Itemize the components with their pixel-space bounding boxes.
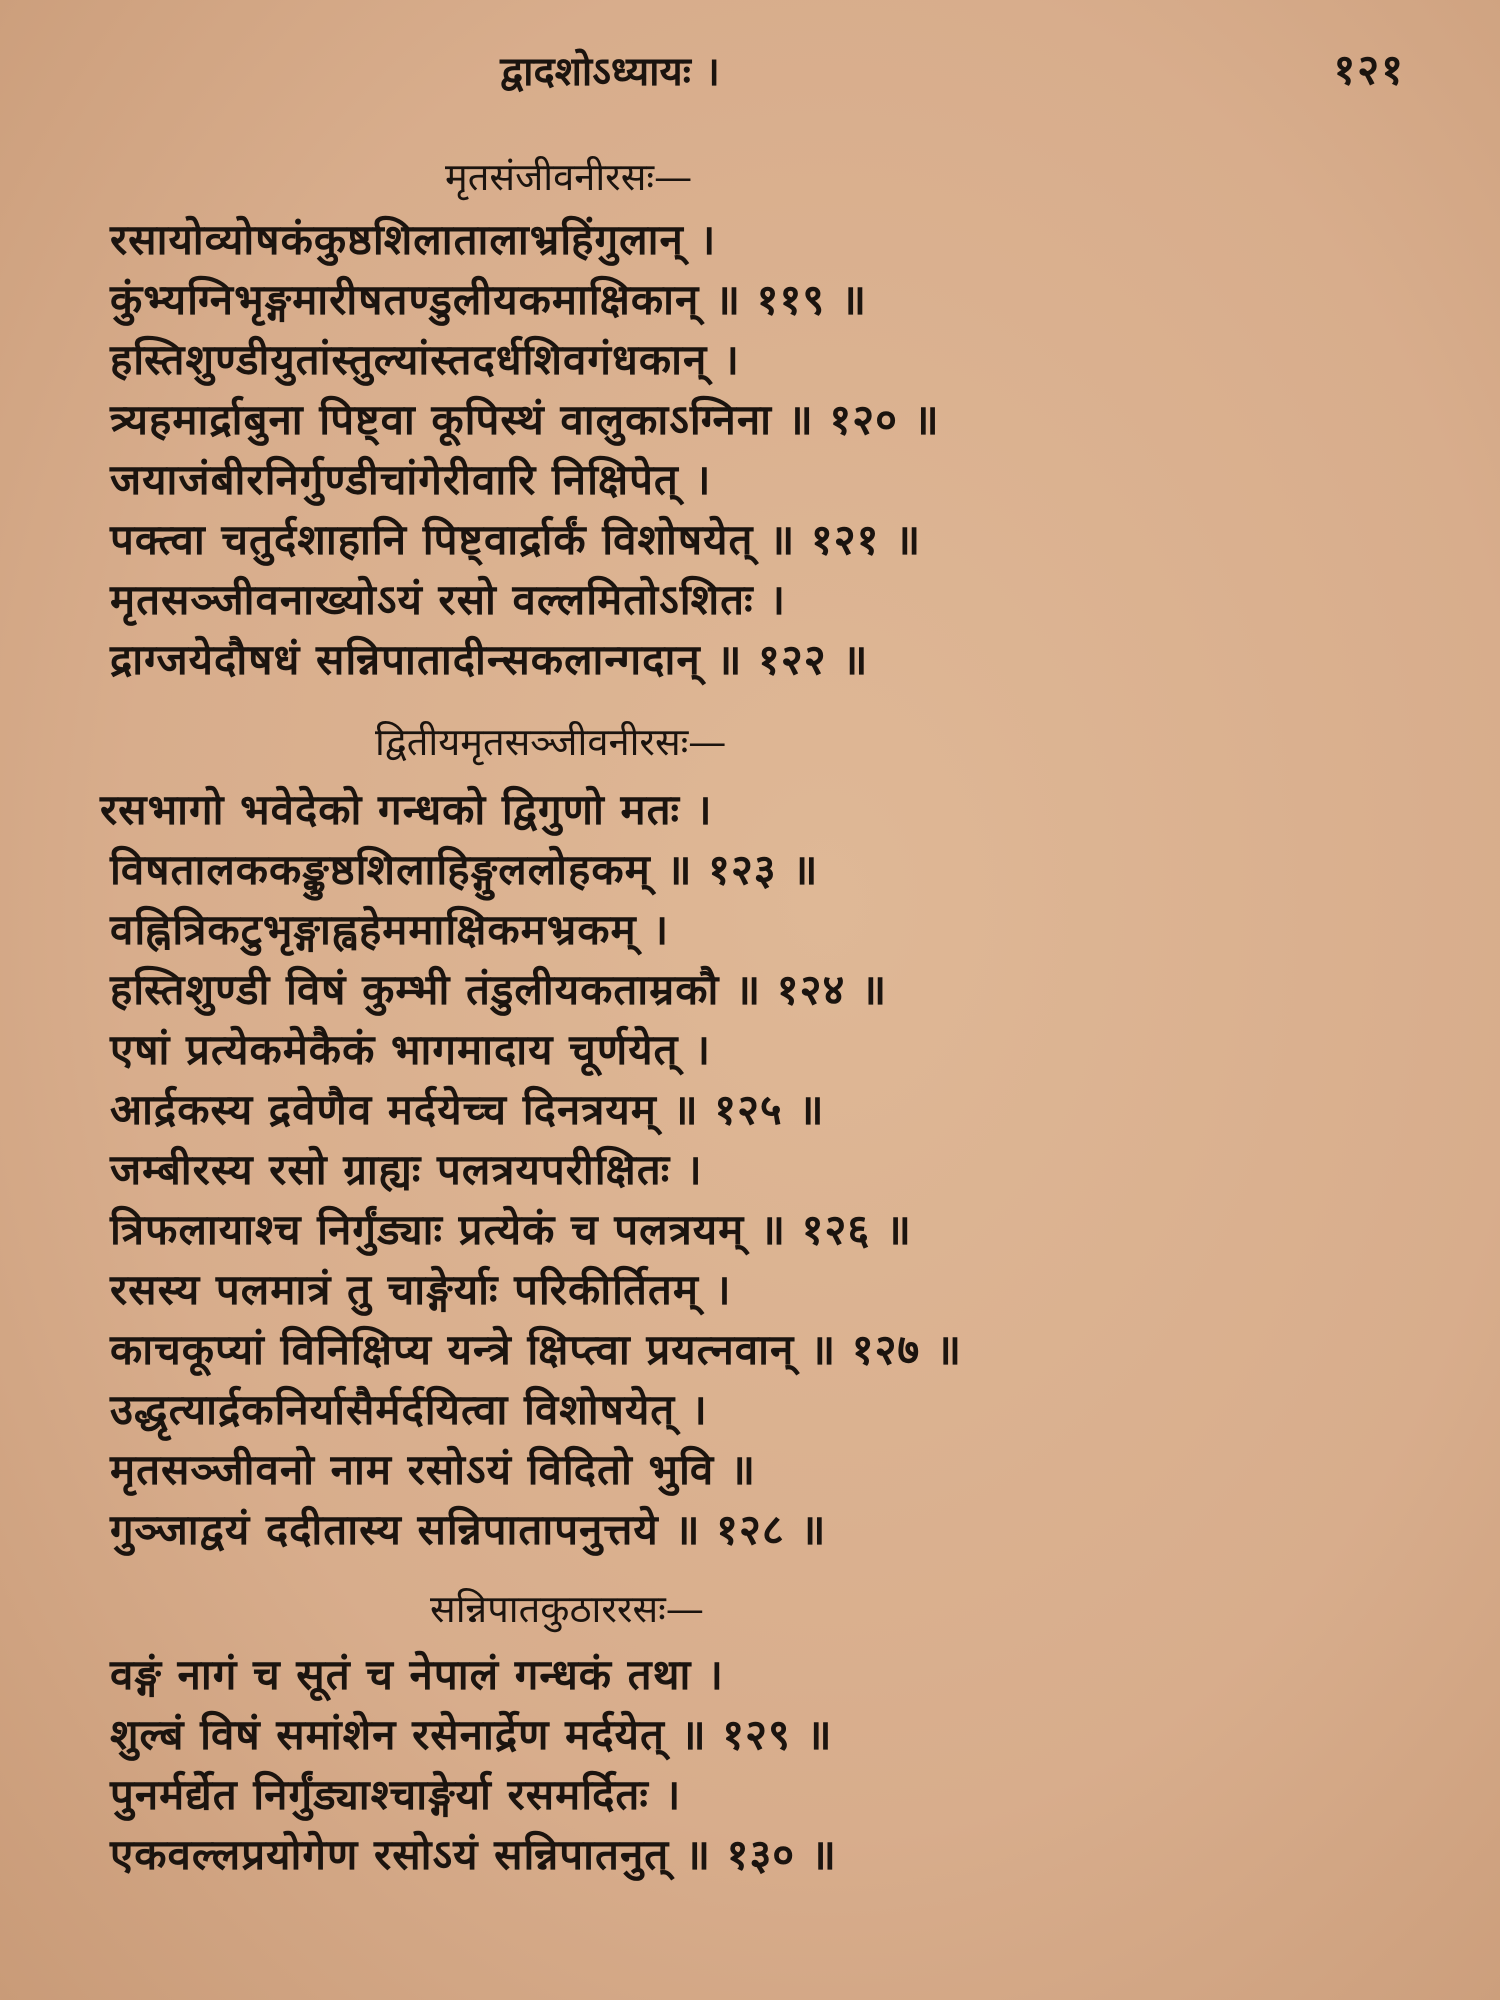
- verse-line: पक्त्वा चतुर्दशाहानि पिष्ट्वार्द्रार्कं विशोषयेत् ॥ १२१ ॥: [110, 515, 922, 564]
- verse-line: त्रिफलायाश्च निर्गुंड्याः प्रत्येकं च पलत्रयम् ॥ १२६ ॥: [110, 1205, 912, 1254]
- verse-line: मृतसञ्जीवनाख्योऽयं रसो वल्लमितोऽशितः ।: [110, 575, 787, 624]
- verse-line: रसायोव्योषकंकुष्ठशिलातालाभ्रहिंगुलान् ।: [110, 215, 717, 264]
- verse-line: कुंभ्यग्निभृङ्गमारीषतण्डुलीयकमाक्षिकान् ॥ ११९ ॥: [110, 275, 867, 324]
- verse-line: एषां प्रत्येकमेकैकं भागमादाय चूर्णयेत् ।: [110, 1025, 712, 1074]
- verse-line: रसभागो भवेदेको गन्धको द्विगुणो मतः ।: [100, 785, 713, 834]
- page-number: १२१: [1333, 45, 1405, 94]
- running-head: द्वादशोऽध्यायः ।: [500, 48, 720, 95]
- verse-line: हस्तिशुण्डीयुतांस्तुल्यांस्तदर्धशिवगंधकान् ।: [110, 335, 740, 384]
- verse-line: उद्धृत्यार्द्रकनिर्यासैर्मर्दयित्वा विशोषयेत् ।: [110, 1385, 708, 1434]
- verse-line: वह्नित्रिकटुभृङ्गाह्वहेममाक्षिकमभ्रकम् ।: [110, 905, 670, 954]
- verse-line: वङ्गं नागं च सूतं च नेपालं गन्धकं तथा ।: [110, 1650, 724, 1699]
- verse-line: हस्तिशुण्डी विषं कुम्भी तंडुलीयकताम्रकौ ॥ १२४ ॥: [110, 965, 888, 1014]
- verse-line: मृतसञ्जीवनो नाम रसोऽयं विदितो भुवि ॥: [110, 1445, 757, 1494]
- verse-line: रसस्य पलमात्रं तु चाङ्गेर्याः परिकीर्तितम् ।: [110, 1265, 732, 1314]
- verse-line: जयाजंबीरनिर्गुण्डीचांगेरीवारि निक्षिपेत् ।: [110, 455, 712, 504]
- verse-line: एकवल्लप्रयोगेण रसोऽयं सन्निपातनुत् ॥ १३० ॥: [110, 1830, 837, 1879]
- verse-line: जम्बीरस्य रसो ग्राह्यः पलत्रयपरीक्षितः ।: [110, 1145, 703, 1194]
- verse-line: पुनर्मर्द्येत निर्गुंड्याश्चाङ्गेर्या रसमर्दितः ।: [110, 1770, 682, 1819]
- verse-line: गुञ्जाद्वयं ददीतास्य सन्निपातापनुत्तये ॥ १२८ ॥: [110, 1505, 827, 1554]
- verse-line: विषतालककङ्कुष्ठशिलाहिङ्गुललोहकम् ॥ १२३ ॥: [110, 845, 819, 894]
- section-heading: सन्निपातकुठाररसः—: [430, 1587, 704, 1631]
- verse-line: द्राग्जयेदौषधं सन्निपातादीन्सकलान्गदान् ॥ १२२ ॥: [110, 635, 869, 684]
- verse-line: त्र्यहमार्द्राबुना पिष्ट्वा कूपिस्थं वालुकाऽग्निना ॥ १२० ॥: [110, 395, 940, 444]
- section-heading: द्वितीयमृतसञ्जीवनीरसः—: [375, 720, 727, 764]
- section-heading: मृतसंजीवनीरसः—: [445, 155, 693, 199]
- verse-line: शुल्बं विषं समांशेन रसेनार्द्रेण मर्दयेत् ॥ १२९ ॥: [110, 1710, 833, 1759]
- verse-line: आर्द्रकस्य द्रवेणैव मर्दयेच्च दिनत्रयम् ॥ १२५ ॥: [110, 1085, 825, 1134]
- verse-line: काचकूप्यां विनिक्षिप्य यन्त्रे क्षिप्त्वा प्रयत्नवान् ॥ १२७ ॥: [110, 1325, 963, 1374]
